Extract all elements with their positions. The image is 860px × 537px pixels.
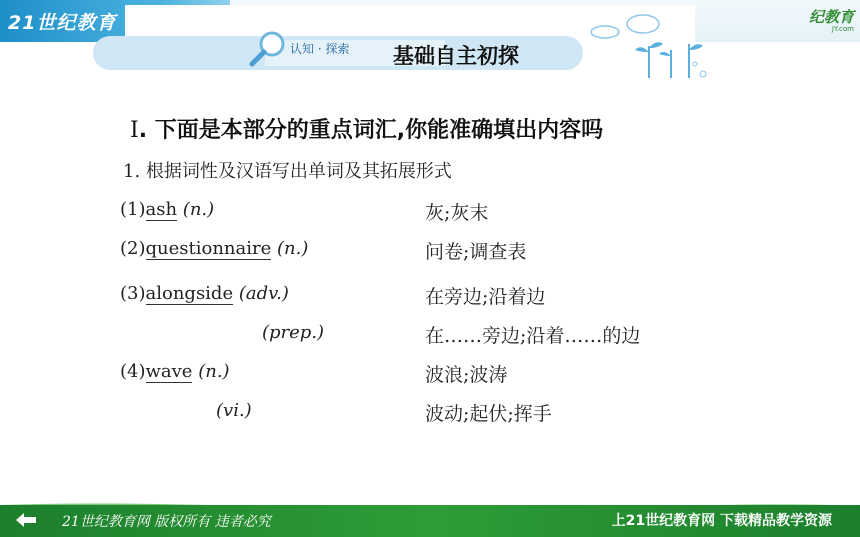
section-heading <box>130 113 603 144</box>
vocab-row <box>216 400 252 421</box>
brand-logo-url: JY.com <box>831 25 854 33</box>
task-instruction: 1. 根据词性及汉语写出单词及其拓展形式 <box>123 161 452 182</box>
vocab-pos: (adv.) <box>238 283 289 304</box>
vocab-word: ash <box>145 199 178 220</box>
vocab-meaning: 在旁边;沿着边 <box>425 286 546 308</box>
vocab-pos: (n.) <box>277 238 309 259</box>
vocab-meaning: 灰;灰末 <box>425 202 489 224</box>
vocab-index: (1) <box>120 199 146 220</box>
magnifier-icon <box>248 30 288 70</box>
brand-logo-right <box>809 6 854 33</box>
vocab-meaning: 问卷;调查表 <box>425 241 527 263</box>
footer-slogan: 上21世纪教育网 下载精品教学资源 <box>611 513 832 529</box>
vocab-row <box>262 322 324 343</box>
vocab-meaning: 波动;起伏;挥手 <box>425 403 552 425</box>
vocab-word: questionnaire <box>145 238 272 259</box>
vocab-index: (4) <box>120 361 146 382</box>
cloud-decoration-icon <box>585 8 725 83</box>
footer-copyright: 21世纪教育网 版权所有 违者必究 <box>62 514 271 530</box>
vocab-row <box>120 199 214 220</box>
vocab-row <box>120 238 308 259</box>
vocab-word: wave <box>145 361 193 382</box>
back-arrow-icon[interactable] <box>16 513 36 527</box>
vocab-meaning: 波浪;波涛 <box>425 364 508 386</box>
site-logo: 21世纪教育 <box>8 12 117 34</box>
banner-small-title: 认知 · 探索 <box>290 42 350 56</box>
vocab-pos: (prep.) <box>262 322 325 343</box>
vocab-pos: (n.) <box>198 361 230 382</box>
section-heading-text: . 下面是本部分的重点词汇,你能准确填出内容吗 <box>138 118 604 143</box>
vocab-word: alongside <box>145 283 234 304</box>
banner-big-title: 基础自主初探 <box>393 44 519 68</box>
brand-logo-text: 纪教育 <box>808 8 854 26</box>
vocab-index: (3) <box>120 283 146 304</box>
vocab-pos: (vi.) <box>216 400 252 421</box>
section-heading-number: Ⅰ <box>130 118 139 143</box>
vocab-row <box>120 283 289 304</box>
vocab-index: (2) <box>120 238 146 259</box>
vocab-meaning: 在……旁边;沿着……的边 <box>425 325 641 347</box>
vocab-row <box>120 361 230 382</box>
vocab-pos: (n.) <box>182 199 215 220</box>
